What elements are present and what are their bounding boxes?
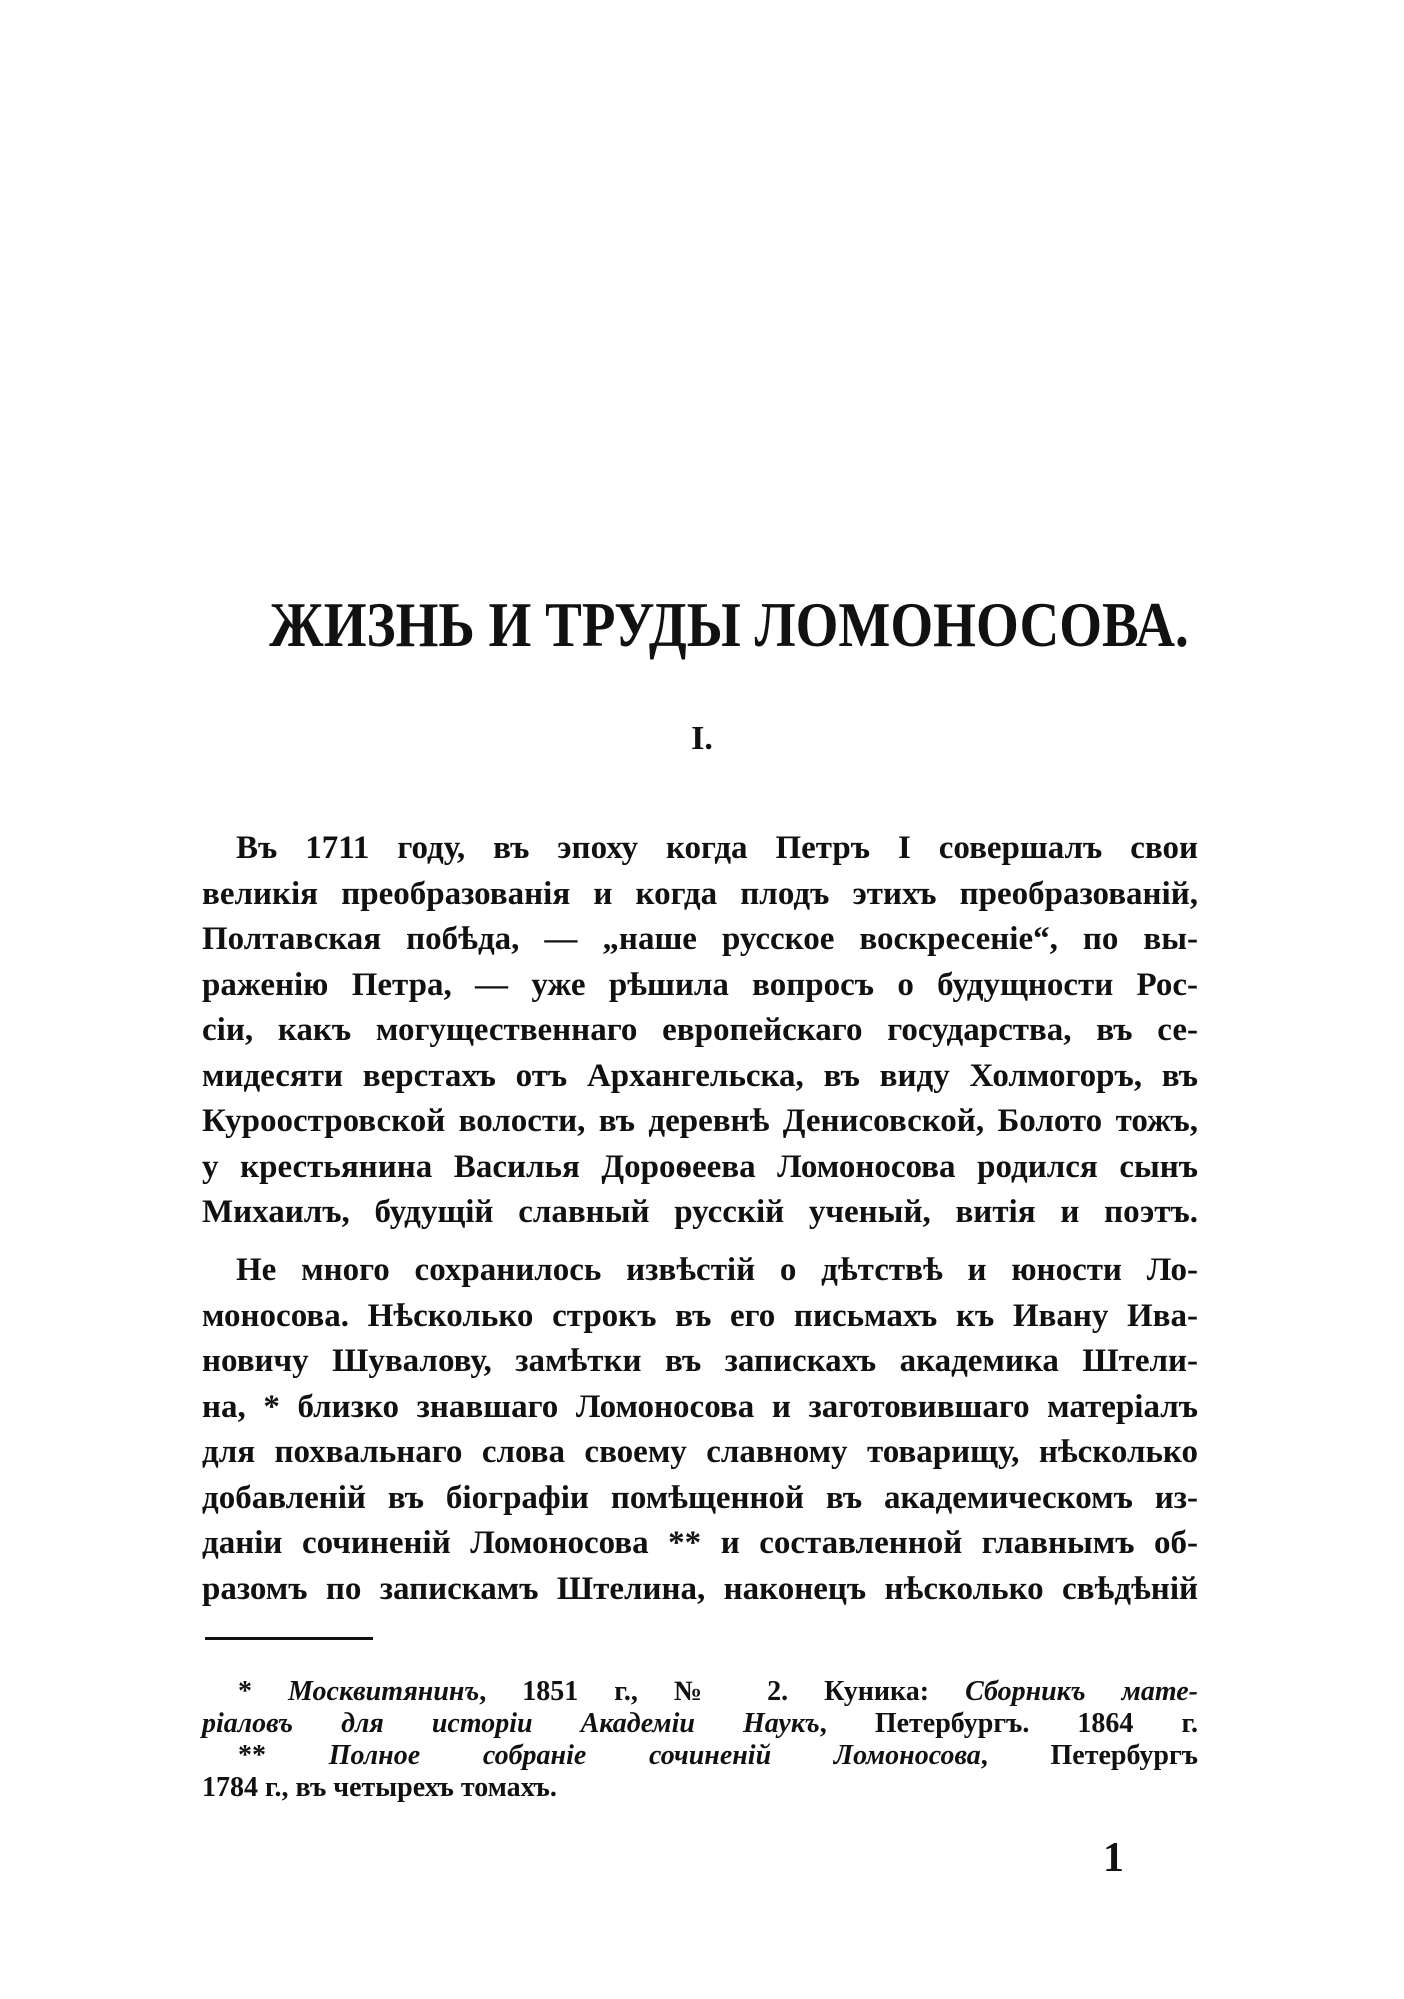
section-number: I. <box>691 720 713 757</box>
footnotes <box>202 1676 1198 1804</box>
text-line: новичу Шувалову, замѣтки въ запискахъ академика Штели- <box>202 1343 1198 1379</box>
work-title: Полное собраніе сочиненій Ломоносова <box>328 1740 981 1771</box>
text-line: Куроостровской волости, въ деревнѣ Денисовской, Болото тожъ, <box>202 1103 1198 1139</box>
publication-place: , Петербургъ <box>980 1740 1198 1771</box>
collection-title-cont: ріаловъ для исторіи Академіи Наукъ <box>202 1708 820 1739</box>
publication-place: , Петербургъ. 1864 г. <box>819 1708 1199 1739</box>
text-line: на, * близко знавшаго Ломоносова и заготовившаго матеріалъ <box>202 1388 1198 1425</box>
journal-issue: , 1851 г., № 2. Куника: <box>479 1676 966 1707</box>
footnote-2-line-1 <box>202 1740 1198 1772</box>
text-line: мидесяти верстахъ отъ Архангельска, въ виду Холмогоръ, въ <box>202 1057 1198 1094</box>
text-line: Михаилъ, будущій славный русскій ученый, витія и поэтъ. <box>202 1194 1198 1230</box>
paragraph-1 <box>202 826 1198 1236</box>
text-line: у крестьянина Василья Дороѳеева Ломоносова родился сынъ <box>202 1148 1198 1185</box>
text-line: Полтавская побѣда, — „наше русское воскресеніе“, по вы- <box>202 921 1198 957</box>
text-line: раженію Петра, — уже рѣшила вопросъ о будущности Рос- <box>202 966 1198 1003</box>
page-number: 1 <box>1103 1835 1124 1881</box>
footnote-2-line-2: 1784 г., въ четырехъ томахъ. <box>202 1772 557 1803</box>
footnote-1-line-2 <box>202 1708 1198 1740</box>
footnote-1-line-1 <box>202 1676 1198 1708</box>
text-line: моносова. Нѣсколько строкъ въ его письмахъ къ Ивану Ива- <box>202 1297 1198 1334</box>
chapter-title: ЖИЗНЬ И ТРУДЫ ЛОМОНОСОВА. <box>269 589 1189 660</box>
journal-title: Москвитянинъ <box>288 1676 480 1707</box>
text-line: великія преобразованія и когда плодъ этихъ преобразованій, <box>202 875 1198 912</box>
footnote-marker: ** <box>238 1740 266 1771</box>
text-line: сіи, какъ могущественнаго европейскаго государства, въ се- <box>202 1012 1198 1048</box>
text-line: Не много сохранилось извѣстій о дѣтствѣ и юности Ло- <box>236 1252 1198 1288</box>
text-line: разомъ по запискамъ Штелина, наконецъ нѣсколько свѣдѣній <box>202 1570 1198 1607</box>
collection-title: Сборникъ мате- <box>965 1676 1199 1707</box>
footnote-marker: * <box>238 1676 252 1707</box>
text-line: даніи сочиненій Ломоносова ** и составленной главнымъ об- <box>202 1525 1198 1561</box>
paragraph-2 <box>202 1248 1198 1612</box>
footnote-divider <box>205 1637 373 1640</box>
text-line: Въ 1711 году, въ эпоху когда Петръ I совершалъ свои <box>236 830 1198 866</box>
text-line: добавленій въ біографіи помѣщенной въ академическомъ из- <box>202 1479 1198 1516</box>
text-line: для похвальнаго слова своему славному товарищу, нѣсколько <box>202 1434 1198 1470</box>
